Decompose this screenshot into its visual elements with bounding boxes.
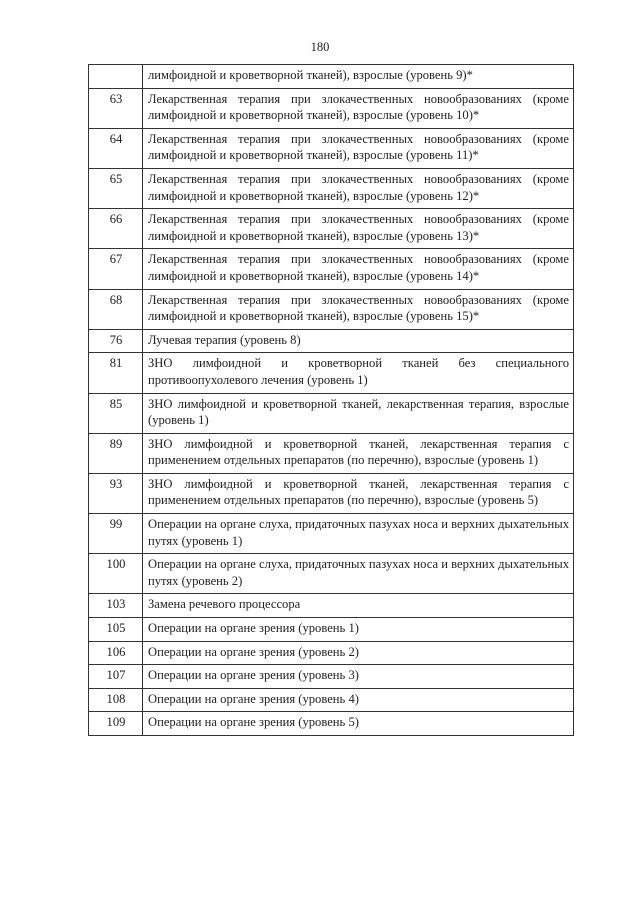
row-code: 106 (89, 641, 143, 665)
row-description: ЗНО лимфоидной и кроветворной тканей без специального противоопухолевого лечения (уровень 1) (143, 353, 574, 393)
row-description: Лекарственная терапия при злокачественных новообразованиях (кроме лимфоидной и кроветворной тканей), взрослые (уровень 11)* (143, 128, 574, 168)
table-row (89, 128, 574, 168)
procedure-table-body (89, 65, 574, 736)
row-description: ЗНО лимфоидной и кроветворной тканей, лекарственная терапия с применением отдельных препаратов (по перечню), взрослые (уровень 1) (143, 433, 574, 473)
row-description: лимфоидной и кроветворной тканей), взрослые (уровень 9)* (143, 65, 574, 89)
row-code: 103 (89, 594, 143, 618)
table-row (89, 554, 574, 594)
row-code: 64 (89, 128, 143, 168)
row-description: Операции на органе зрения (уровень 1) (143, 618, 574, 642)
row-description: Операции на органе зрения (уровень 2) (143, 641, 574, 665)
table-row (89, 712, 574, 736)
row-description: Операции на органе зрения (уровень 5) (143, 712, 574, 736)
table-row (89, 473, 574, 513)
row-code: 81 (89, 353, 143, 393)
table-row (89, 168, 574, 208)
table-row (89, 65, 574, 89)
table-row (89, 665, 574, 689)
row-code: 107 (89, 665, 143, 689)
row-description: Операции на органе зрения (уровень 3) (143, 665, 574, 689)
row-code: 89 (89, 433, 143, 473)
table-row (89, 618, 574, 642)
row-code: 63 (89, 88, 143, 128)
row-code: 68 (89, 289, 143, 329)
table-row (89, 594, 574, 618)
row-code: 67 (89, 249, 143, 289)
row-description: Лучевая терапия (уровень 8) (143, 329, 574, 353)
row-code: 76 (89, 329, 143, 353)
row-description: Замена речевого процессора (143, 594, 574, 618)
row-code (89, 65, 143, 89)
table-row (89, 688, 574, 712)
table-row (89, 353, 574, 393)
row-description: ЗНО лимфоидной и кроветворной тканей, лекарственная терапия с применением отдельных препаратов (по перечню), взрослые (уровень 5) (143, 473, 574, 513)
table-row (89, 433, 574, 473)
row-code: 109 (89, 712, 143, 736)
row-code: 99 (89, 514, 143, 554)
row-description: Операции на органе слуха, придаточных пазухах носа и верхних дыхательных путях (уровень 2) (143, 554, 574, 594)
table-row (89, 289, 574, 329)
row-code: 85 (89, 393, 143, 433)
row-description: Лекарственная терапия при злокачественных новообразованиях (кроме лимфоидной и кроветворной тканей), взрослые (уровень 13)* (143, 209, 574, 249)
row-code: 66 (89, 209, 143, 249)
row-description: ЗНО лимфоидной и кроветворной тканей, лекарственная терапия, взрослые (уровень 1) (143, 393, 574, 433)
row-description: Лекарственная терапия при злокачественных новообразованиях (кроме лимфоидной и кроветворной тканей), взрослые (уровень 15)* (143, 289, 574, 329)
row-code: 93 (89, 473, 143, 513)
row-code: 105 (89, 618, 143, 642)
row-description: Операции на органе зрения (уровень 4) (143, 688, 574, 712)
row-code: 100 (89, 554, 143, 594)
table-row (89, 88, 574, 128)
table-row (89, 329, 574, 353)
table-row (89, 641, 574, 665)
row-code: 65 (89, 168, 143, 208)
table-row (89, 514, 574, 554)
row-description: Лекарственная терапия при злокачественных новообразованиях (кроме лимфоидной и кроветворной тканей), взрослые (уровень 14)* (143, 249, 574, 289)
row-code: 108 (89, 688, 143, 712)
table-row (89, 209, 574, 249)
row-description: Лекарственная терапия при злокачественных новообразованиях (кроме лимфоидной и кроветворной тканей), взрослые (уровень 10)* (143, 88, 574, 128)
table-row (89, 249, 574, 289)
row-description: Операции на органе слуха, придаточных пазухах носа и верхних дыхательных путях (уровень 1) (143, 514, 574, 554)
procedure-table (88, 64, 574, 736)
row-description: Лекарственная терапия при злокачественных новообразованиях (кроме лимфоидной и кроветворной тканей), взрослые (уровень 12)* (143, 168, 574, 208)
table-row (89, 393, 574, 433)
page-number: 180 (310, 40, 330, 54)
